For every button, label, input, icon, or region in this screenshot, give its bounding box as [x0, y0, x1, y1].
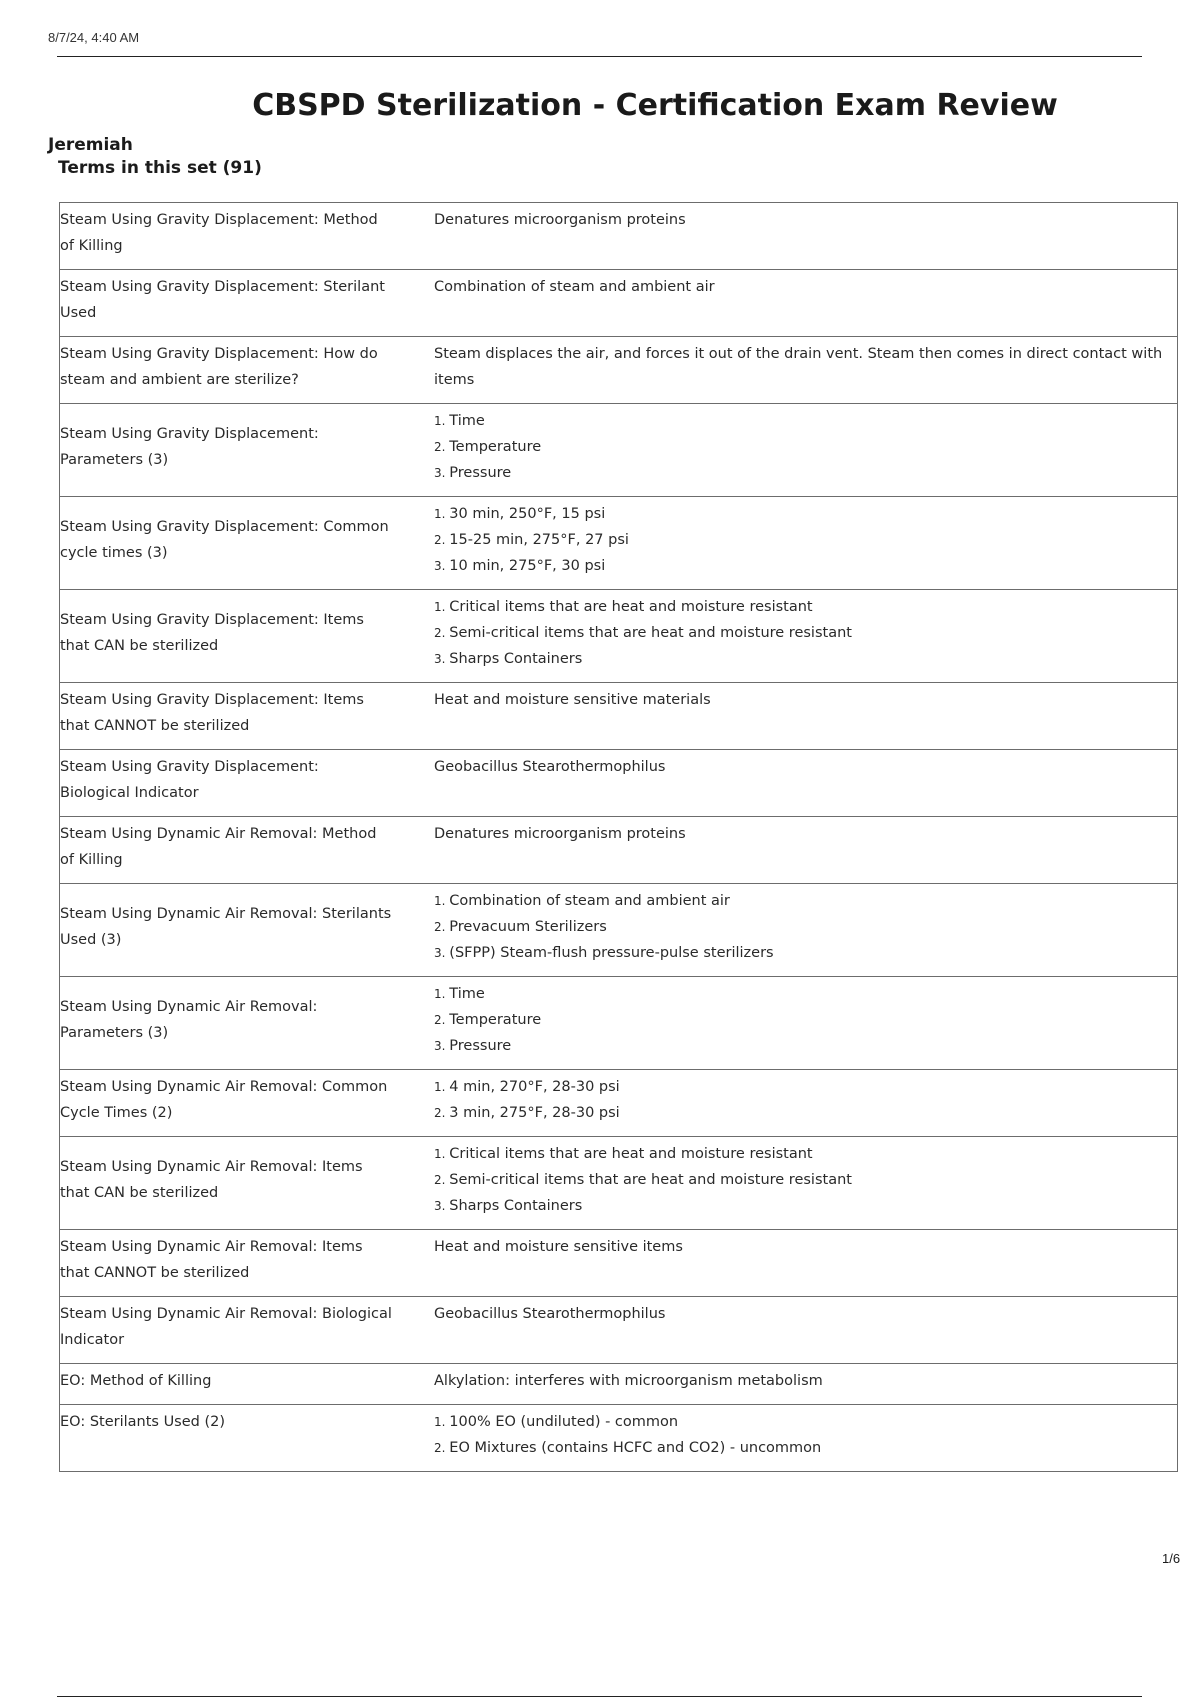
definition-cell: Geobacillus Stearothermophilus [404, 1297, 1178, 1364]
definition-cell [404, 977, 1178, 1070]
definition-cell [404, 1070, 1178, 1137]
definition-list [434, 1141, 1165, 1219]
table-row [60, 337, 1178, 404]
flashcard-table [59, 202, 1178, 1472]
table-row [60, 1297, 1178, 1364]
definition-list-item: Time [449, 986, 485, 1002]
definition-cell: Heat and moisture sensitive items [404, 1230, 1178, 1297]
definition-cell [404, 590, 1178, 683]
definition-list-item: 30 min, 250°F, 15 psi [449, 506, 606, 522]
term-cell: Steam Using Gravity Displacement: Sterilant Used [60, 270, 405, 337]
definition-list-item: EO Mixtures (contains HCFC and CO2) - uncommon [449, 1440, 822, 1456]
definition-cell: Alkylation: interferes with microorganism metabolism [404, 1364, 1178, 1405]
definition-cell [404, 404, 1178, 497]
definition-list-item: 4 min, 270°F, 28-30 psi [449, 1079, 620, 1095]
table-row [60, 497, 1178, 590]
table-row [60, 1137, 1178, 1230]
definition-cell: Denatures microorganism proteins [404, 817, 1178, 884]
definition-list-item: 10 min, 275°F, 30 psi [449, 558, 606, 574]
table-row [60, 270, 1178, 337]
definition-cell [404, 1137, 1178, 1230]
term-cell: EO: Method of Killing [60, 1364, 405, 1405]
table-row [60, 404, 1178, 497]
definition-cell [404, 1405, 1178, 1472]
definition-list-item: Sharps Containers [449, 1198, 583, 1214]
term-cell: EO: Sterilants Used (2) [60, 1405, 405, 1472]
terms-count: Terms in this set (91) [58, 158, 262, 178]
author-name: Jeremiah [48, 135, 133, 155]
definition-list-item: (SFPP) Steam-flush pressure-pulse sterilizers [449, 945, 774, 961]
definition-cell: Denatures microorganism proteins [404, 203, 1178, 270]
term-cell: Steam Using Dynamic Air Removal: Items that CAN be sterilized [60, 1137, 405, 1230]
term-cell: Steam Using Gravity Displacement: Common cycle times (3) [60, 497, 405, 590]
table-row [60, 203, 1178, 270]
definition-cell [404, 884, 1178, 977]
definition-cell: Heat and moisture sensitive materials [404, 683, 1178, 750]
header-divider [57, 56, 1142, 57]
term-cell: Steam Using Dynamic Air Removal: Items that CANNOT be sterilized [60, 1230, 405, 1297]
definition-list-item: Critical items that are heat and moisture resistant [449, 1146, 813, 1162]
term-cell: Steam Using Dynamic Air Removal: Common Cycle Times (2) [60, 1070, 405, 1137]
definition-list-item: 3 min, 275°F, 28-30 psi [449, 1105, 620, 1121]
footer-divider [57, 1696, 1142, 1697]
definition-cell: Steam displaces the air, and forces it out of the drain vent. Steam then comes in direct contact with items [404, 337, 1178, 404]
definition-list-item: Temperature [449, 1012, 542, 1028]
definition-list-item: Combination of steam and ambient air [449, 893, 730, 909]
term-cell: Steam Using Gravity Displacement: How do steam and ambient are sterilize? [60, 337, 405, 404]
term-cell: Steam Using Gravity Displacement: Items that CANNOT be sterilized [60, 683, 405, 750]
definition-list-item: 100% EO (undiluted) - common [449, 1414, 679, 1430]
definition-list-item: Pressure [449, 1038, 512, 1054]
definition-list [434, 981, 1165, 1059]
definition-list-item: Sharps Containers [449, 651, 583, 667]
definition-list [434, 408, 1165, 486]
term-cell: Steam Using Gravity Displacement: Biological Indicator [60, 750, 405, 817]
definition-cell: Geobacillus Stearothermophilus [404, 750, 1178, 817]
definition-list-item: 15-25 min, 275°F, 27 psi [449, 532, 629, 548]
term-cell: Steam Using Dynamic Air Removal: Biological Indicator [60, 1297, 405, 1364]
definition-list-item: Pressure [449, 465, 512, 481]
term-cell: Steam Using Dynamic Air Removal: Method of Killing [60, 817, 405, 884]
print-timestamp: 8/7/24, 4:40 AM [48, 30, 140, 45]
term-cell: Steam Using Gravity Displacement: Method of Killing [60, 203, 405, 270]
term-cell: Steam Using Gravity Displacement: Items that CAN be sterilized [60, 590, 405, 683]
term-cell: Steam Using Gravity Displacement: Parameters (3) [60, 404, 405, 497]
definition-list [434, 594, 1165, 672]
table-row [60, 977, 1178, 1070]
definition-list-item: Semi-critical items that are heat and moisture resistant [449, 1172, 852, 1188]
page-title: CBSPD Sterilization - Certification Exam Review [252, 88, 1058, 123]
definition-list-item: Critical items that are heat and moisture resistant [449, 599, 813, 615]
definition-list [434, 1074, 1165, 1126]
table-row [60, 590, 1178, 683]
term-cell: Steam Using Dynamic Air Removal: Sterilants Used (3) [60, 884, 405, 977]
table-row [60, 1405, 1178, 1472]
table-row [60, 750, 1178, 817]
table-row [60, 1230, 1178, 1297]
term-cell: Steam Using Dynamic Air Removal: Parameters (3) [60, 977, 405, 1070]
table-row [60, 817, 1178, 884]
definition-list-item: Semi-critical items that are heat and moisture resistant [449, 625, 852, 641]
definition-cell: Combination of steam and ambient air [404, 270, 1178, 337]
table-row [60, 1364, 1178, 1405]
page-number: 1/6 [1162, 1551, 1181, 1566]
table-row [60, 1070, 1178, 1137]
table-row [60, 683, 1178, 750]
definition-list-item: Time [449, 413, 485, 429]
definition-list [434, 501, 1165, 579]
definition-list [434, 888, 1165, 966]
definition-list [434, 1409, 1165, 1461]
definition-list-item: Prevacuum Sterilizers [449, 919, 607, 935]
table-row [60, 884, 1178, 977]
definition-list-item: Temperature [449, 439, 542, 455]
definition-cell [404, 497, 1178, 590]
